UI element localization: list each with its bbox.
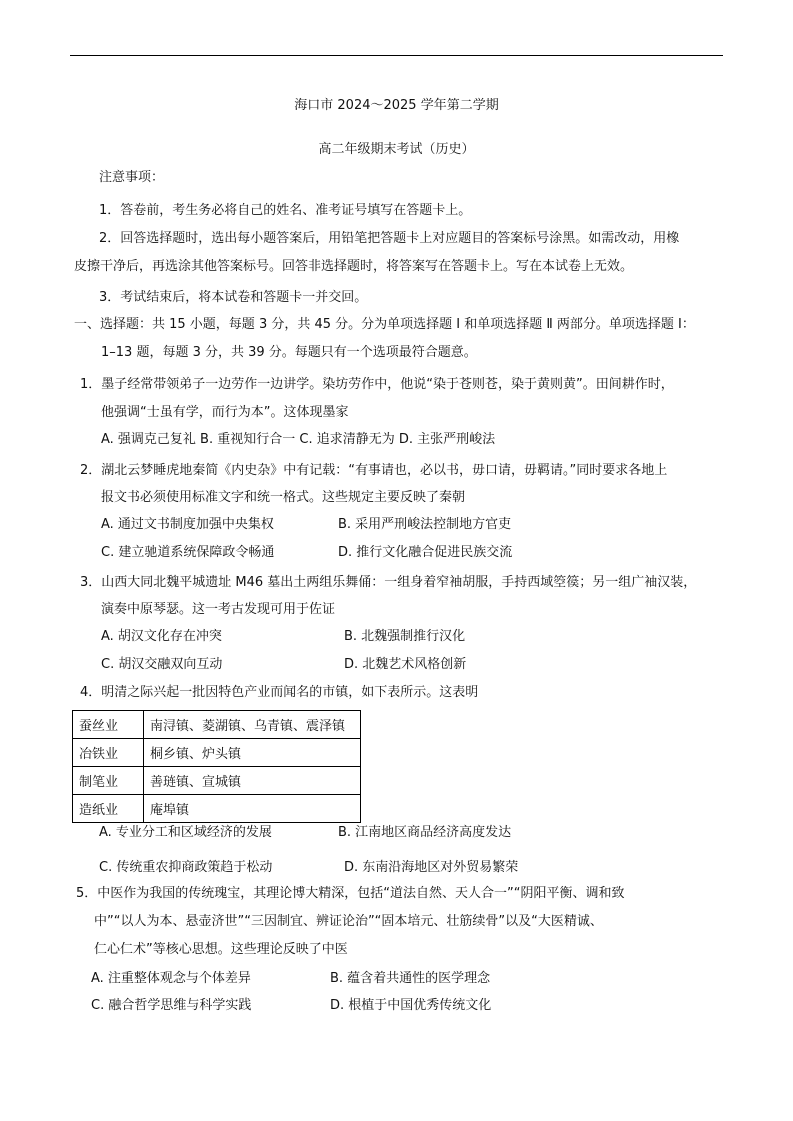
table-cell-towns: 庵埠镇 (144, 795, 361, 823)
note-item-1: 1．答卷前，考生务必将自己的姓名、准考证号填写在答题卡上。 (99, 203, 472, 218)
note-item-2-line2: 皮擦干净后，再选涂其他答案标号。回答非选择题时，将答案写在答题卡上。写在本试卷上无效。 (74, 259, 634, 274)
table-row (73, 739, 361, 767)
top-rule (70, 55, 723, 56)
q3-stem-line1: 3．山西大同北魏平城遗址 M46 墓出土两组乐舞俑：一组身着窄袖胡服，手持西域箜篌；另一组广袖汉装， (80, 575, 697, 590)
q1-stem-line2: 他强调“士虽有学，而行为本”。这体现墨家 (101, 405, 349, 420)
notes-heading: 注意事项： (99, 170, 165, 185)
q2-option-a: A. 通过文书制度加强中央集权 (101, 517, 274, 532)
q3-option-b: B. 北魏强制推行汉化 (344, 629, 466, 644)
q5-stem-line3: 仁心仁术”等核心思想。这些理论反映了中医 (94, 942, 348, 957)
table-row (73, 767, 361, 795)
section1-instruction-line1: 一、选择题：共 15 小题，每题 3 分，共 45 分。分为单项选择题 Ⅰ 和单项选择题 Ⅱ 两部分。单项选择题 Ⅰ： (74, 317, 695, 332)
q3-stem-line2: 演奏中原琴瑟。这一考古发现可用于佐证 (101, 602, 336, 617)
table-cell-industry: 制笔业 (73, 767, 144, 795)
exam-title-line2: 高二年级期末考试（历史） (318, 142, 475, 157)
table-cell-industry: 蚕丝业 (73, 711, 144, 739)
q4-stem-line1: 4．明清之际兴起一批因特色产业而闻名的市镇，如下表所示。这表明 (80, 685, 479, 700)
q2-option-d: D. 推行文化融合促进民族交流 (338, 545, 513, 560)
q5-stem-line2: 中”“以人为本、悬壶济世”“三因制宜、辨证论治”“固本培元、壮筋续骨”以及“大医精诚、 (94, 914, 603, 929)
q2-option-c: C. 建立驰道系统保障政令畅通 (101, 545, 275, 560)
q5-option-c: C. 融合哲学思维与科学实践 (91, 998, 252, 1013)
q3-option-d: D. 北魏艺术风格创新 (344, 657, 467, 672)
q4-option-a: A. 专业分工和区域经济的发展 (99, 825, 272, 840)
q4-option-b: B. 江南地区商品经济高度发达 (338, 825, 512, 840)
q3-option-a: A. 胡汉文化存在冲突 (101, 629, 222, 644)
q5-option-a: A. 注重整体观念与个体差异 (91, 971, 251, 986)
q4-market-town-table (72, 710, 361, 823)
q5-option-b: B. 蕴含着共通性的医学理念 (330, 971, 491, 986)
q5-option-d: D. 根植于中国优秀传统文化 (330, 998, 492, 1013)
q2-option-b: B. 采用严刑峻法控制地方官吏 (338, 517, 512, 532)
q2-stem-line2: 报文书必须使用标准文字和统一格式。这些规定主要反映了秦朝 (101, 490, 466, 505)
note-item-2-line1: 2．回答选择题时，选出每小题答案后，用铅笔把答题卡上对应题目的答案标号涂黑。如需改动，用橡 (99, 231, 680, 246)
table-row (73, 795, 361, 823)
table-cell-industry: 造纸业 (73, 795, 144, 823)
q1-options: A. 强调克己复礼 B. 重视知行合一 C. 追求清静无为 D. 主张严刑峻法 (101, 432, 496, 447)
section1-instruction-line2: 1–13 题，每题 3 分，共 39 分。每题只有一个选项最符合题意。 (101, 345, 477, 360)
q1-stem-line1: 1．墨子经常带领弟子一边劳作一边讲学。染坊劳作中，他说“染于苍则苍，染于黄则黄”。田间耕作时， (80, 377, 674, 392)
q4-option-c: C. 传统重农抑商政策趋于松动 (99, 860, 273, 875)
note-item-3: 3．考试结束后，将本试卷和答题卡一并交回。 (99, 290, 368, 305)
table-cell-towns: 南浔镇、菱湖镇、乌青镇、震泽镇 (144, 711, 361, 739)
q2-stem-line1: 2．湖北云梦睡虎地秦简《内史杂》中有记载：“有事请也，必以书，毋口请，毋羁请。”同时要求各地上 (80, 463, 668, 478)
table-row (73, 711, 361, 739)
exam-title-line1: 海口市 2024～2025 学年第二学期 (294, 98, 499, 113)
q4-option-d: D. 东南沿海地区对外贸易繁荣 (344, 860, 519, 875)
q5-stem-line1: 5．中医作为我国的传统瑰宝，其理论博大精深，包括“道法自然、天人合一”“阴阳平衡、调和致 (76, 886, 625, 901)
table-cell-industry: 冶铁业 (73, 739, 144, 767)
table-cell-towns: 善琏镇、宣城镇 (144, 767, 361, 795)
table-cell-towns: 桐乡镇、炉头镇 (144, 739, 361, 767)
q3-option-c: C. 胡汉交融双向互动 (101, 657, 223, 672)
